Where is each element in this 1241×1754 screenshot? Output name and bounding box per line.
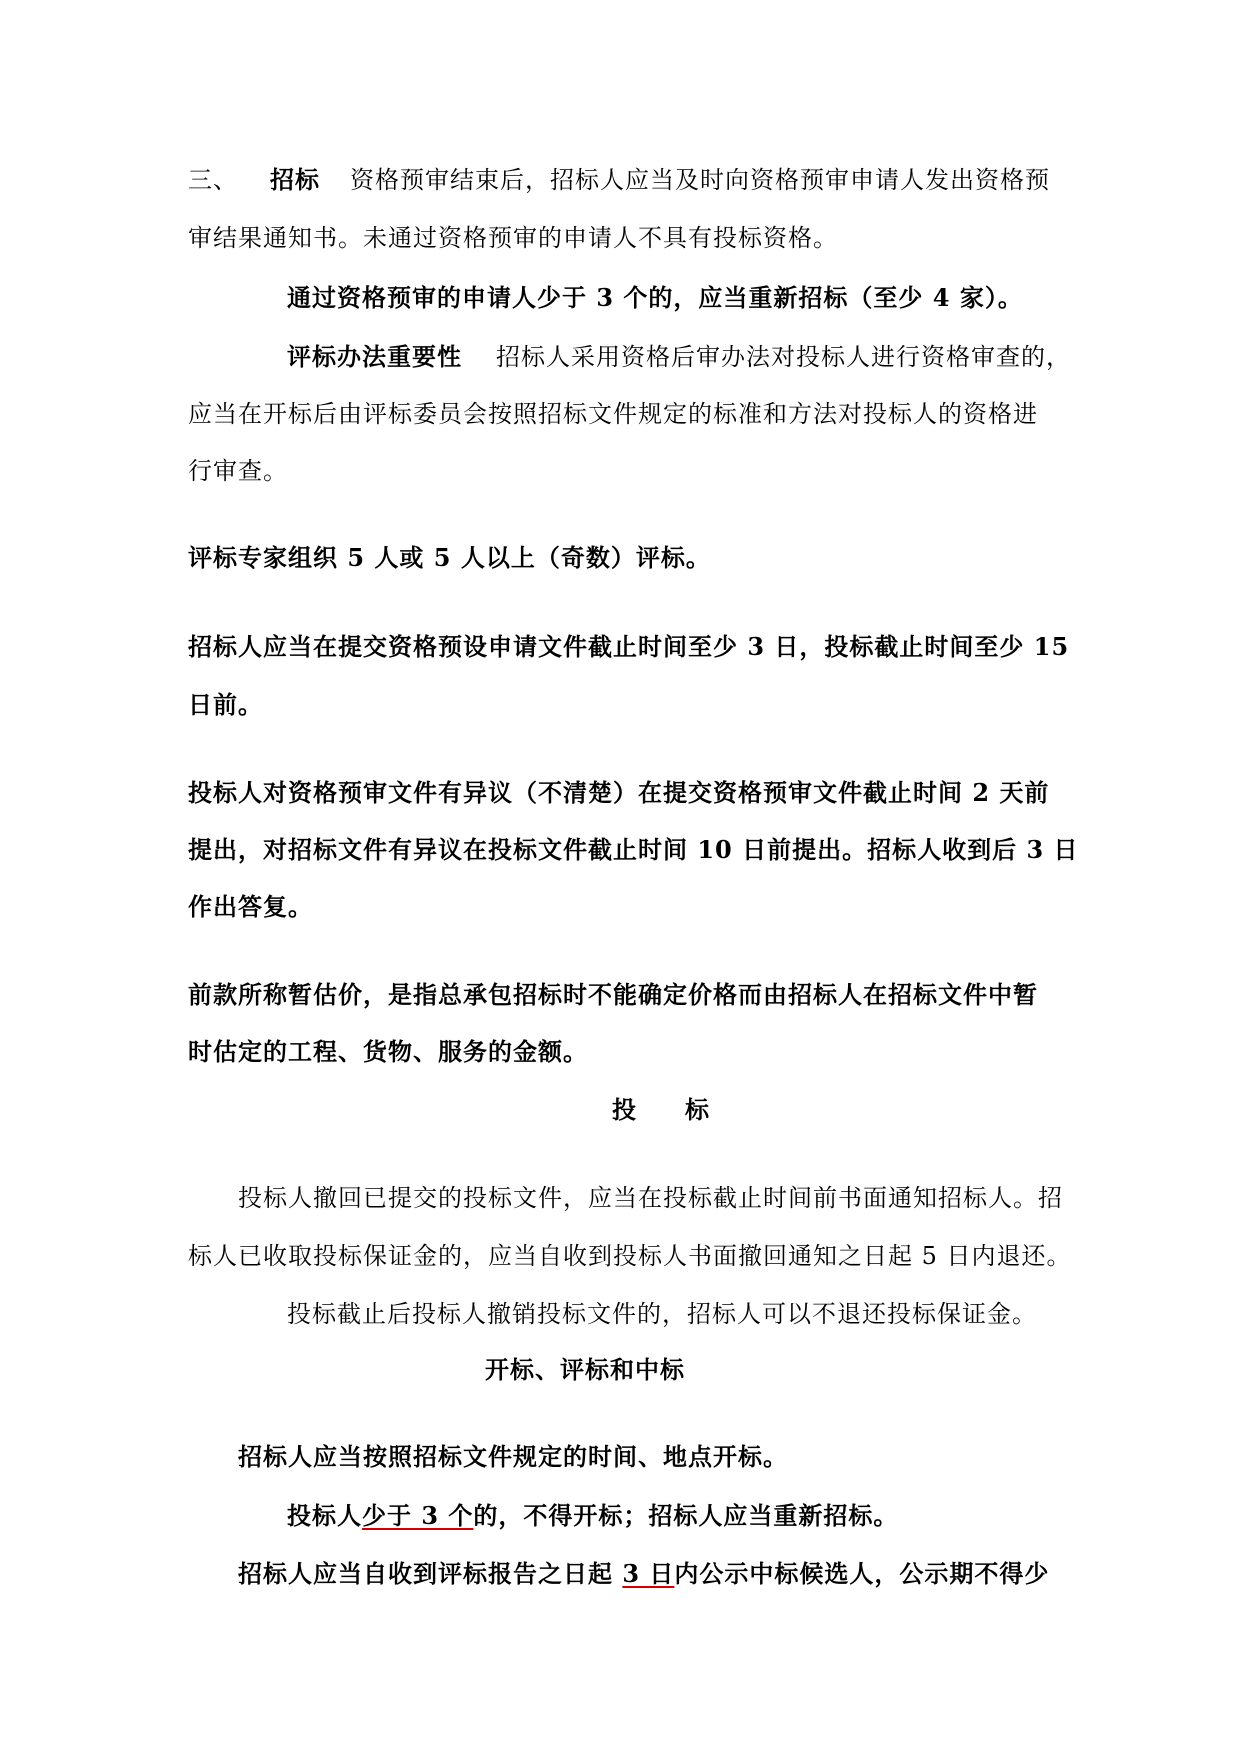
section-heading-toubiao-char-1: 投 (612, 1095, 637, 1124)
para-3-line-2: 应当在开标后由评标委员会按照招标文件规定的标准和方法对投标人的资格进 (188, 400, 1038, 428)
para-3-line-3: 行审查。 (188, 457, 288, 485)
para-6-line-1: 投标人对资格预审文件有异议（不清楚）在提交资格预审文件截止时间 2 天前 (188, 778, 1050, 807)
para-3-text-1: 招标人采用资格后审办法对投标人进行资格审查的， (496, 343, 1071, 371)
para-1-text-1: 资格预审结束后，招标人应当及时向资格预审申请人发出资格预 (350, 166, 1050, 194)
section-number: 三、 (188, 166, 238, 194)
para-7-line-2: 时估定的工程、货物、服务的金额。 (188, 1037, 588, 1066)
para-3-heading: 评标办法重要性 (287, 342, 462, 371)
para-6-line-2: 提出，对招标文件有异议在投标文件截止时间 10 日前提出。招标人收到后 3 日 (188, 835, 1079, 864)
section-heading-kaibiao: 开标、评标和中标 (485, 1355, 685, 1384)
para-11-part-a: 投标人 (287, 1501, 362, 1530)
para-11-part-c: 的，不得开标；招标人应当重新招标。 (473, 1501, 899, 1530)
para-4: 评标专家组织 5 人或 5 人以上（奇数）评标。 (188, 543, 711, 572)
para-9: 投标截止后投标人撤销投标文件的，招标人可以不退还投标保证金。 (287, 1300, 1037, 1328)
para-10: 招标人应当按照招标文件规定的时间、地点开标。 (238, 1442, 788, 1471)
para-1-line-2: 审结果通知书。未通过资格预审的申请人不具有投标资格。 (188, 224, 838, 252)
para-7-line-1: 前款所称暂估价，是指总承包招标时不能确定价格而由招标人在招标文件中暂 (188, 980, 1038, 1009)
para-5-line-2: 日前。 (188, 690, 263, 719)
para-12-underlined: 3 日 (622, 1559, 675, 1588)
para-12 (238, 1558, 1049, 1590)
para-1-line-1 (188, 164, 1050, 196)
section-heading-toubiao (612, 1094, 710, 1126)
para-5-line-1: 招标人应当在提交资格预设申请文件截止时间至少 3 日，投标截止时间至少 15 (188, 632, 1070, 661)
para-8-line-1: 投标人撤回已提交的投标文件，应当在投标截止时间前书面通知招标人。招 (238, 1184, 1063, 1212)
para-6-line-3: 作出答复。 (188, 892, 313, 921)
para-3-line-1 (287, 341, 1071, 373)
para-11-underlined: 少于 3 个 (362, 1501, 474, 1530)
para-11 (287, 1500, 898, 1532)
section-heading-toubiao-char-2: 标 (685, 1095, 710, 1124)
section-heading-zhaobiao: 招标 (270, 165, 320, 194)
para-12-part-a: 招标人应当自收到评标报告之日起 (238, 1559, 623, 1588)
para-2: 通过资格预审的申请人少于 3 个的，应当重新招标（至少 4 家）。 (287, 283, 1023, 312)
para-12-part-c: 内公示中标候选人，公示期不得少 (674, 1559, 1050, 1588)
para-8-line-2: 标人已收取投标保证金的，应当自收到投标人书面撤回通知之日起 5 日内退还。 (188, 1242, 1072, 1270)
